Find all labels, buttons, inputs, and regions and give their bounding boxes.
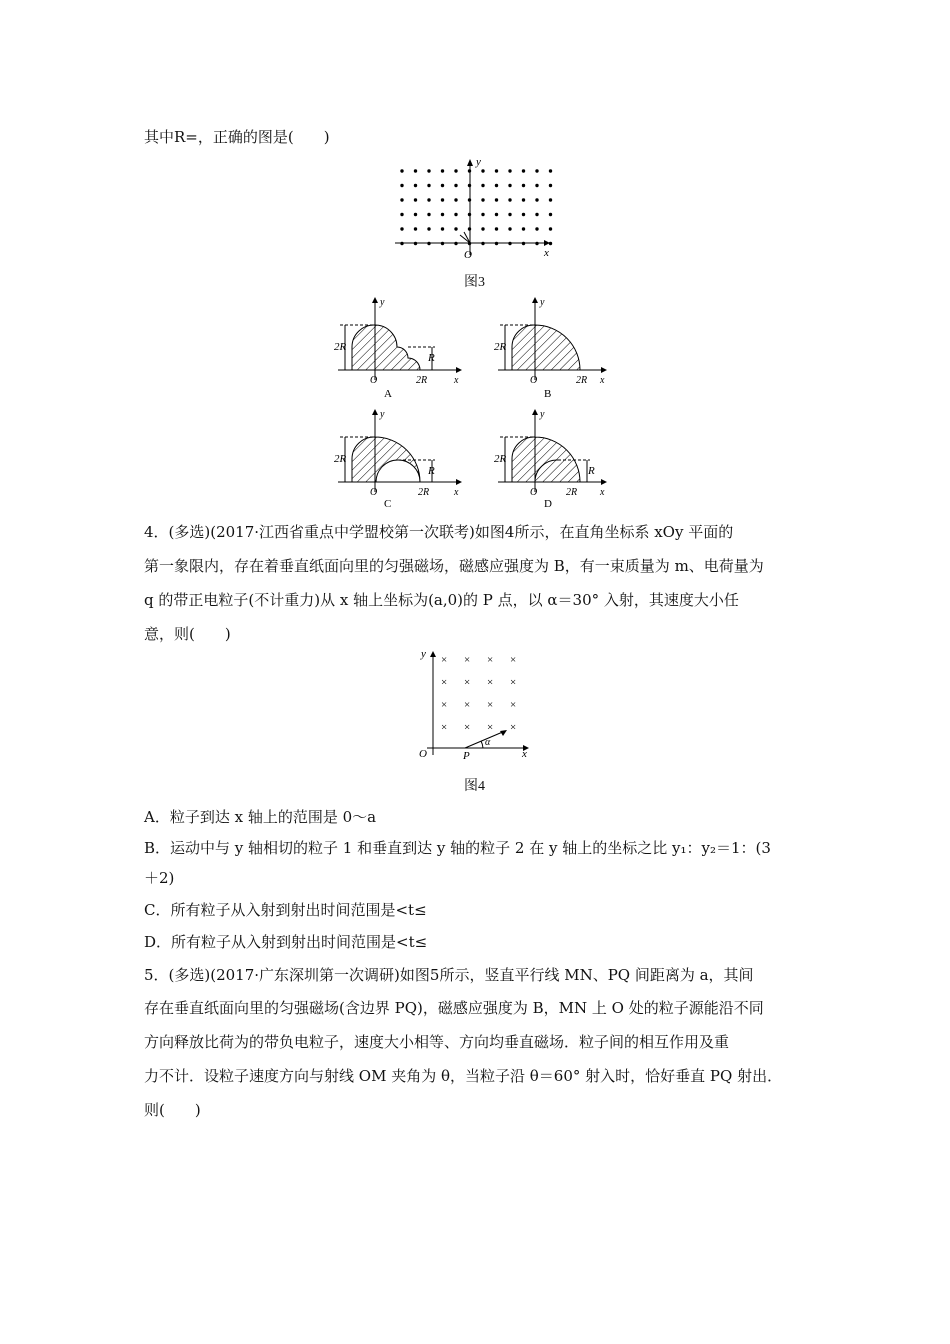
field-dot xyxy=(414,169,417,172)
field-dot xyxy=(508,198,511,201)
q5-line-3: 方向释放比荷为的带负电粒子，速度大小相等、方向均垂直磁场．粒子间的相互作用及重 xyxy=(144,1033,730,1051)
b-label: B xyxy=(544,388,552,400)
fig4-caption: 图4 xyxy=(464,779,485,794)
field-dot xyxy=(414,184,417,187)
field-dot xyxy=(495,184,498,187)
field-dot xyxy=(454,169,457,172)
b-2r: 2R xyxy=(494,341,507,353)
field-dot xyxy=(400,169,403,172)
field-cross: × xyxy=(510,676,517,689)
d-2r-x: 2R xyxy=(566,487,578,498)
field-dot xyxy=(495,227,498,230)
fig4-x: x xyxy=(522,748,527,760)
field-dot xyxy=(441,227,444,230)
c-x: x xyxy=(454,487,459,498)
field-cross: × xyxy=(441,699,448,711)
field-dot xyxy=(414,213,417,216)
field-dot xyxy=(481,227,484,230)
field-dot xyxy=(454,227,457,230)
field-crosses xyxy=(441,654,516,734)
field-dot xyxy=(522,213,525,216)
q4-option-c: C．所有粒子从入射到射出时间范围是<t≤ xyxy=(144,901,427,919)
q4-option-b: B．运动中与 y 轴相切的粒子 1 和垂直到达 y 轴的粒子 2 在 y 轴上的坐标之比 y₁：y₂＝1：(3 xyxy=(144,839,771,857)
field-dot xyxy=(427,184,430,187)
fig4-y: y xyxy=(421,648,426,660)
field-cross: × xyxy=(487,721,494,734)
b-o: O xyxy=(530,375,538,386)
c-2r-x: 2R xyxy=(418,487,430,498)
field-dot xyxy=(508,213,511,216)
d-r: R xyxy=(588,465,595,477)
b-2r-x: 2R xyxy=(576,375,588,386)
q5-line-1: 5．(多选)(2017·广东深圳第一次调研)如图5所示，竖直平行线 MN、PQ 间距离为 a，其间 xyxy=(144,966,754,984)
option-d-figure xyxy=(494,409,607,510)
figure-3 xyxy=(390,155,560,265)
c-o: O xyxy=(370,487,378,498)
a-r: R xyxy=(428,352,435,364)
field-cross: × xyxy=(464,699,471,711)
field-dot xyxy=(549,213,552,216)
field-dot xyxy=(535,169,538,172)
d-x: x xyxy=(600,487,605,498)
a-2r: 2R xyxy=(334,341,347,353)
field-dot xyxy=(454,198,457,201)
field-dot xyxy=(414,198,417,201)
option-c-figure xyxy=(334,409,462,510)
c-y: y xyxy=(380,409,385,420)
field-dot xyxy=(508,169,511,172)
q4-option-d: D．所有粒子从入射到射出时间范围是<t≤ xyxy=(144,933,428,951)
field-cross: × xyxy=(441,654,448,666)
field-dot xyxy=(522,198,525,201)
field-dot xyxy=(508,184,511,187)
field-cross: × xyxy=(487,699,494,711)
fig3-x-label: x xyxy=(544,247,549,259)
field-dot xyxy=(535,184,538,187)
field-cross: × xyxy=(464,676,471,689)
field-dot xyxy=(535,198,538,201)
b-x: x xyxy=(600,375,605,386)
field-dot xyxy=(427,213,430,216)
field-dot xyxy=(414,227,417,230)
option-a-figure xyxy=(334,297,462,400)
field-dot xyxy=(441,169,444,172)
q5-line-4: 力不计．设粒子速度方向与射线 OM 夹角为 θ，当粒子沿 θ＝60° 射入时，恰好垂直 PQ 射出． xyxy=(144,1067,783,1085)
option-figures xyxy=(330,295,620,510)
c-label: C xyxy=(384,498,392,510)
field-dot xyxy=(454,184,457,187)
q4-option-a: A．粒子到达 x 轴上的范围是 0～a xyxy=(144,808,377,826)
field-dot xyxy=(535,213,538,216)
field-cross: × xyxy=(464,721,471,734)
field-cross: × xyxy=(441,721,448,734)
a-x: x xyxy=(454,375,459,386)
fig3-o-label: O xyxy=(464,249,472,261)
field-dot xyxy=(400,213,403,216)
c-2r: 2R xyxy=(334,453,347,465)
field-dot xyxy=(495,213,498,216)
field-dot xyxy=(522,169,525,172)
field-cross: × xyxy=(487,654,494,666)
field-dot xyxy=(522,227,525,230)
field-dot xyxy=(427,169,430,172)
d-label: D xyxy=(544,498,552,510)
field-cross: × xyxy=(510,654,517,666)
q3-intro: 其中R=，正确的图是( ) xyxy=(144,128,330,146)
field-cross: × xyxy=(510,721,517,734)
field-cross: × xyxy=(464,654,471,666)
a-o: O xyxy=(370,375,378,386)
a-y: y xyxy=(380,297,385,308)
field-dot xyxy=(549,227,552,230)
field-dot xyxy=(427,227,430,230)
b-y: y xyxy=(540,297,545,308)
field-dot xyxy=(454,213,457,216)
field-cross: × xyxy=(510,699,517,711)
field-dot xyxy=(427,198,430,201)
field-dot xyxy=(400,227,403,230)
field-cross: × xyxy=(487,676,494,689)
q4-line-1: 4．(多选)(2017·江西省重点中学盟校第一次联考)如图4所示，在直角坐标系 xOy 平面的 xyxy=(144,523,734,541)
q5-line-5: 则( ) xyxy=(144,1101,201,1119)
field-dot xyxy=(441,198,444,201)
field-dot xyxy=(549,169,552,172)
field-dots xyxy=(400,169,552,245)
fig3-y-label: y xyxy=(476,156,481,168)
field-dot xyxy=(481,198,484,201)
q4-line-4: 意，则( ) xyxy=(144,625,231,643)
field-dot xyxy=(522,184,525,187)
field-dot xyxy=(549,198,552,201)
q4-line-3: q 的带正电粒子(不计重力)从 x 轴上坐标为(a,0)的 P 点，以 α＝30° 入射，其速度大小任 xyxy=(144,591,739,609)
q4-line-2: 第一象限内，存在着垂直纸面向里的匀强磁场，磁感应强度为 B，有一束质量为 m、电荷量为 xyxy=(144,557,764,575)
field-dot xyxy=(400,198,403,201)
q4-option-b-cont: ＋2) xyxy=(144,869,175,887)
field-dot xyxy=(495,169,498,172)
fig4-p: P xyxy=(463,750,470,760)
field-dot xyxy=(481,169,484,172)
q5-line-2: 存在垂直纸面向里的匀强磁场(含边界 PQ)，磁感应强度为 B，MN 上 O 处的粒子源能沿不同 xyxy=(144,999,764,1017)
fig4-o: O xyxy=(419,748,427,760)
fig3-caption: 图3 xyxy=(464,275,485,290)
field-cross: × xyxy=(441,676,448,689)
field-dot xyxy=(441,213,444,216)
d-o: O xyxy=(530,487,538,498)
field-dot xyxy=(441,184,444,187)
a-2r-x: 2R xyxy=(416,375,428,386)
field-dot xyxy=(400,184,403,187)
field-dot xyxy=(495,198,498,201)
option-b-figure xyxy=(494,297,607,400)
d-2r: 2R xyxy=(494,453,507,465)
field-dot xyxy=(549,184,552,187)
figure-4 xyxy=(415,645,540,760)
c-r: R xyxy=(428,465,435,477)
a-label: A xyxy=(384,388,392,400)
d-y: y xyxy=(540,409,545,420)
field-dot xyxy=(481,184,484,187)
field-dot xyxy=(535,227,538,230)
fig4-alpha: α xyxy=(485,737,491,748)
field-dot xyxy=(508,227,511,230)
field-dot xyxy=(481,213,484,216)
